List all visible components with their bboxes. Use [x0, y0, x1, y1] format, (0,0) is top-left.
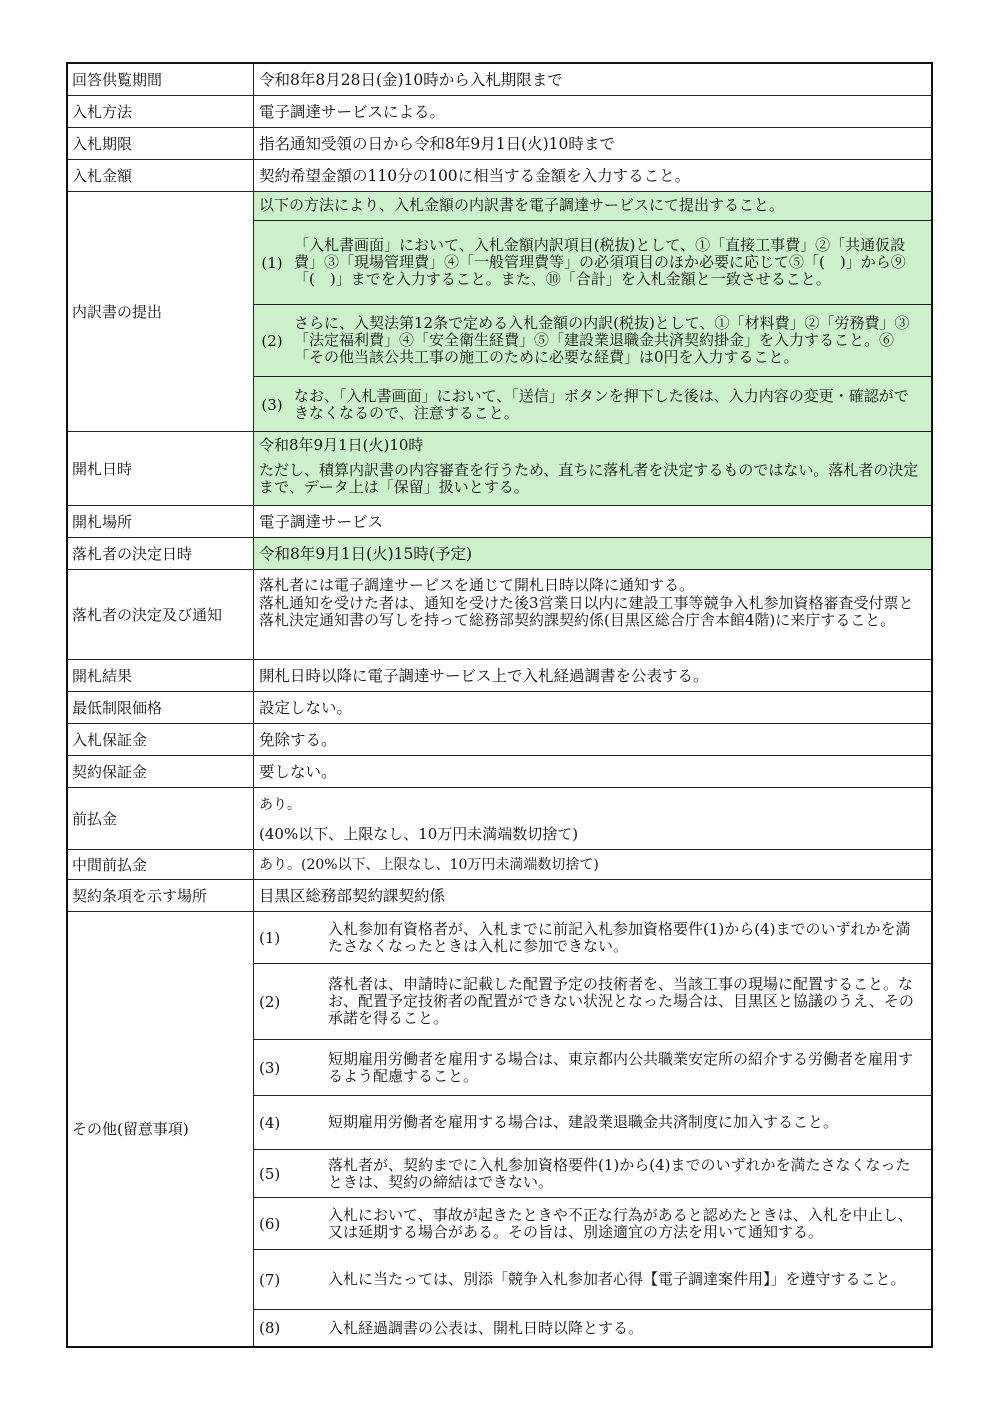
value-kaisatsu-basho: 電子調達サービス — [259, 512, 384, 531]
kaisatsu-nichiji-line2: ただし、積算内訳書の内容審査を行うため、直ちに落札者を決定するものではない。落札者の決定まで、データ上は「保留」扱いとする。 — [259, 461, 919, 496]
row-keiyaku-hoshokin — [68, 756, 931, 788]
value-chukan: あり。(20%以下、上限なし、10万円未満端数切捨て) — [259, 856, 599, 873]
uchiwake-intro — [254, 192, 931, 221]
label-kekka: 開札結果 — [68, 660, 254, 691]
sonota-item-4 — [254, 1096, 931, 1150]
label-maebarai: 前払金 — [68, 788, 254, 849]
label-houhou: 入札方法 — [68, 96, 254, 127]
row-chukan — [68, 850, 931, 880]
label-sonota: その他(留意事項) — [68, 912, 254, 1346]
value-kaisatsu-nichiji — [254, 432, 931, 505]
row-maebarai — [68, 788, 931, 850]
maebarai-line1: あり。 — [259, 797, 301, 813]
sonota-item-8 — [254, 1310, 931, 1346]
value-sonota — [254, 912, 931, 1346]
uchiwake-item-1-num: (1) — [261, 253, 283, 272]
sonota-item-3 — [254, 1040, 931, 1096]
row-kaisatsu-basho — [68, 506, 931, 538]
row-kekka — [68, 660, 931, 692]
label-kaisatsu-basho: 開札場所 — [68, 506, 254, 537]
tender-info-table — [66, 62, 933, 1348]
sonota-item-7-text: 入札に当たっては、別添「競争入札参加者心得【電子調達案件用】」を遵守すること。 — [328, 1270, 906, 1288]
row-nyusatsu-hoshokin — [68, 724, 931, 756]
uchiwake-intro-text: 以下の方法により、入札金額の内訳書を電子調達サービスにて提出すること。 — [259, 196, 785, 214]
sonota-item-8-text: 入札経過調書の公表は、開札日時以降とする。 — [328, 1318, 644, 1337]
row-sonota — [68, 912, 931, 1346]
uchiwake-item-3-num: (3) — [261, 395, 283, 414]
uchiwake-item-2-num: (2) — [261, 331, 283, 350]
row-kaisatsu-nichiji — [68, 432, 931, 506]
maebarai-line2: (40%以下、上限なし、10万円未満端数切捨て) — [259, 825, 579, 843]
label-kettei-tsuchi: 落札者の決定及び通知 — [68, 570, 254, 659]
value-kettei-nichiji: 令和8年9月1日(火)15時(予定) — [254, 538, 931, 569]
uchiwake-item-3 — [254, 377, 931, 432]
sonota-item-4-text: 短期雇用労働者を雇用する場合は、建設業退職金共済制度に加入すること。 — [328, 1113, 839, 1131]
row-uchiwake — [68, 192, 931, 432]
row-joko — [68, 880, 931, 912]
sonota-item-6-text: 入札において、事故が起きたときや不正な行為があると認めたときは、入札を中止し、又は延期する場合がある。その旨は、別途適宜の方法を用いて通知する。 — [328, 1205, 913, 1241]
label-kaito: 回答供覧期間 — [68, 64, 254, 95]
value-kettei-tsuchi — [254, 570, 931, 659]
sonota-item-2 — [254, 964, 931, 1040]
value-nyusatsu-hoshokin: 免除する。 — [259, 730, 337, 749]
sonota-item-2-num: (2) — [259, 992, 281, 1011]
label-chukan: 中間前払金 — [68, 850, 254, 879]
value-kaito: 令和8年8月28日(金)10時から入札期限まで — [259, 70, 563, 89]
row-kettei-tsuchi — [68, 570, 931, 660]
row-houhou — [68, 96, 931, 128]
label-kettei-nichiji: 落札者の決定日時 — [68, 538, 254, 569]
row-kigen — [68, 128, 931, 160]
sonota-item-7 — [254, 1250, 931, 1310]
sonota-item-5-num: (5) — [259, 1164, 281, 1183]
uchiwake-item-2 — [254, 305, 931, 377]
value-saitei: 設定しない。 — [259, 698, 353, 717]
sonota-item-1-num: (1) — [259, 928, 281, 947]
uchiwake-item-1-text: 「入札書画面」において、入札金額内訳項目(税抜)として、①「直接工事費」②「共通仮設費」③「現場管理費」④「一般管理費等」の必須項目のほか必要に応じて⑤「( )」から⑨「( )」までを入力すること。また、⑩「合計」を入札金額と一致させること。 — [294, 236, 906, 288]
sonota-item-7-num: (7) — [259, 1270, 281, 1289]
kaisatsu-nichiji-line1: 令和8年9月1日(火)10時 — [259, 436, 424, 454]
row-kingaku — [68, 160, 931, 192]
sonota-item-1-text: 入札参加有資格者が、入札までに前記入札参加資格要件(1)から(4)までのいずれかを満たさなくなったときは入札に参加できない。 — [328, 919, 911, 955]
kettei-tsuchi-line1: 落札者には電子調達サービスを通じて開札日時以降に通知する。 — [259, 576, 695, 594]
row-kettei-nichiji — [68, 538, 931, 570]
sonota-item-3-text: 短期雇用労働者を雇用する場合は、東京都内公共職業安定所の紹介する労働者を雇用するよう配慮すること。 — [328, 1049, 914, 1085]
sonota-item-6 — [254, 1198, 931, 1250]
label-kigen: 入札期限 — [68, 128, 254, 159]
label-nyusatsu-hoshokin: 入札保証金 — [68, 724, 254, 755]
uchiwake-item-1 — [254, 221, 931, 305]
label-kingaku: 入札金額 — [68, 160, 254, 191]
label-joko: 契約条項を示す場所 — [68, 880, 254, 911]
uchiwake-item-2-text: さらに、入契法第12条で定める入札金額の内訳(税抜)として、①「材料費」②「労務費」③「法定福利費」④「安全衛生経費」⑤「建設業退職金共済契約掛金」を入力すること。⑥「その他当該公共工事の施工のために必要な経費」は0円を入力すること。 — [294, 314, 910, 366]
sonota-item-2-text: 落札者は、申請時に記載した配置予定の技術者を、当該工事の現場に配置すること。なお、配置予定技術者の配置ができない状況となった場合は、目黒区と協議のうえ、その承諾を得ること。 — [328, 975, 914, 1027]
value-kingaku: 契約希望金額の110分の100に相当する金額を入力すること。 — [259, 166, 691, 185]
row-saitei — [68, 692, 931, 724]
sonota-item-1 — [254, 912, 931, 964]
sonota-item-8-num: (8) — [259, 1319, 281, 1337]
sonota-item-4-num: (4) — [259, 1113, 281, 1132]
kettei-tsuchi-line2: 落札通知を受けた者は、通知を受けた後3営業日以内に建設工事等競争入札参加資格審査受付票と落札決定通知書の写しを持って総務部契約課契約係(目黒区総合庁舎本館4階)に来庁すること。 — [259, 594, 914, 629]
value-maebarai — [254, 788, 931, 849]
sonota-item-3-num: (3) — [259, 1058, 281, 1077]
value-joko: 目黒区総務部契約課契約係 — [259, 886, 446, 905]
sonota-item-5-text: 落札者が、契約までに入札参加資格要件(1)から(4)までのいずれかを満たさなくなったときは、契約の締結はできない。 — [328, 1155, 911, 1191]
sonota-item-6-num: (6) — [259, 1214, 281, 1233]
uchiwake-item-3-text: なお、「入札書画面」において、「送信」ボタンを押下した後は、入力内容の変更・確認ができなくなるので、注意すること。 — [294, 386, 909, 422]
value-uchiwake — [254, 192, 931, 431]
value-kigen: 指名通知受領の日から令和8年9月1日(火)10時まで — [259, 134, 615, 153]
label-uchiwake: 内訳書の提出 — [68, 192, 254, 431]
row-kaito — [68, 64, 931, 96]
label-saitei: 最低制限価格 — [68, 692, 254, 723]
label-keiyaku-hoshokin: 契約保証金 — [68, 756, 254, 787]
value-keiyaku-hoshokin: 要しない。 — [259, 762, 337, 781]
sonota-item-5 — [254, 1150, 931, 1198]
value-houhou: 電子調達サービスによる。 — [259, 102, 446, 121]
value-kekka: 開札日時以降に電子調達サービス上で入札経過調書を公表する。 — [259, 666, 709, 685]
label-kaisatsu-nichiji: 開札日時 — [68, 432, 254, 505]
